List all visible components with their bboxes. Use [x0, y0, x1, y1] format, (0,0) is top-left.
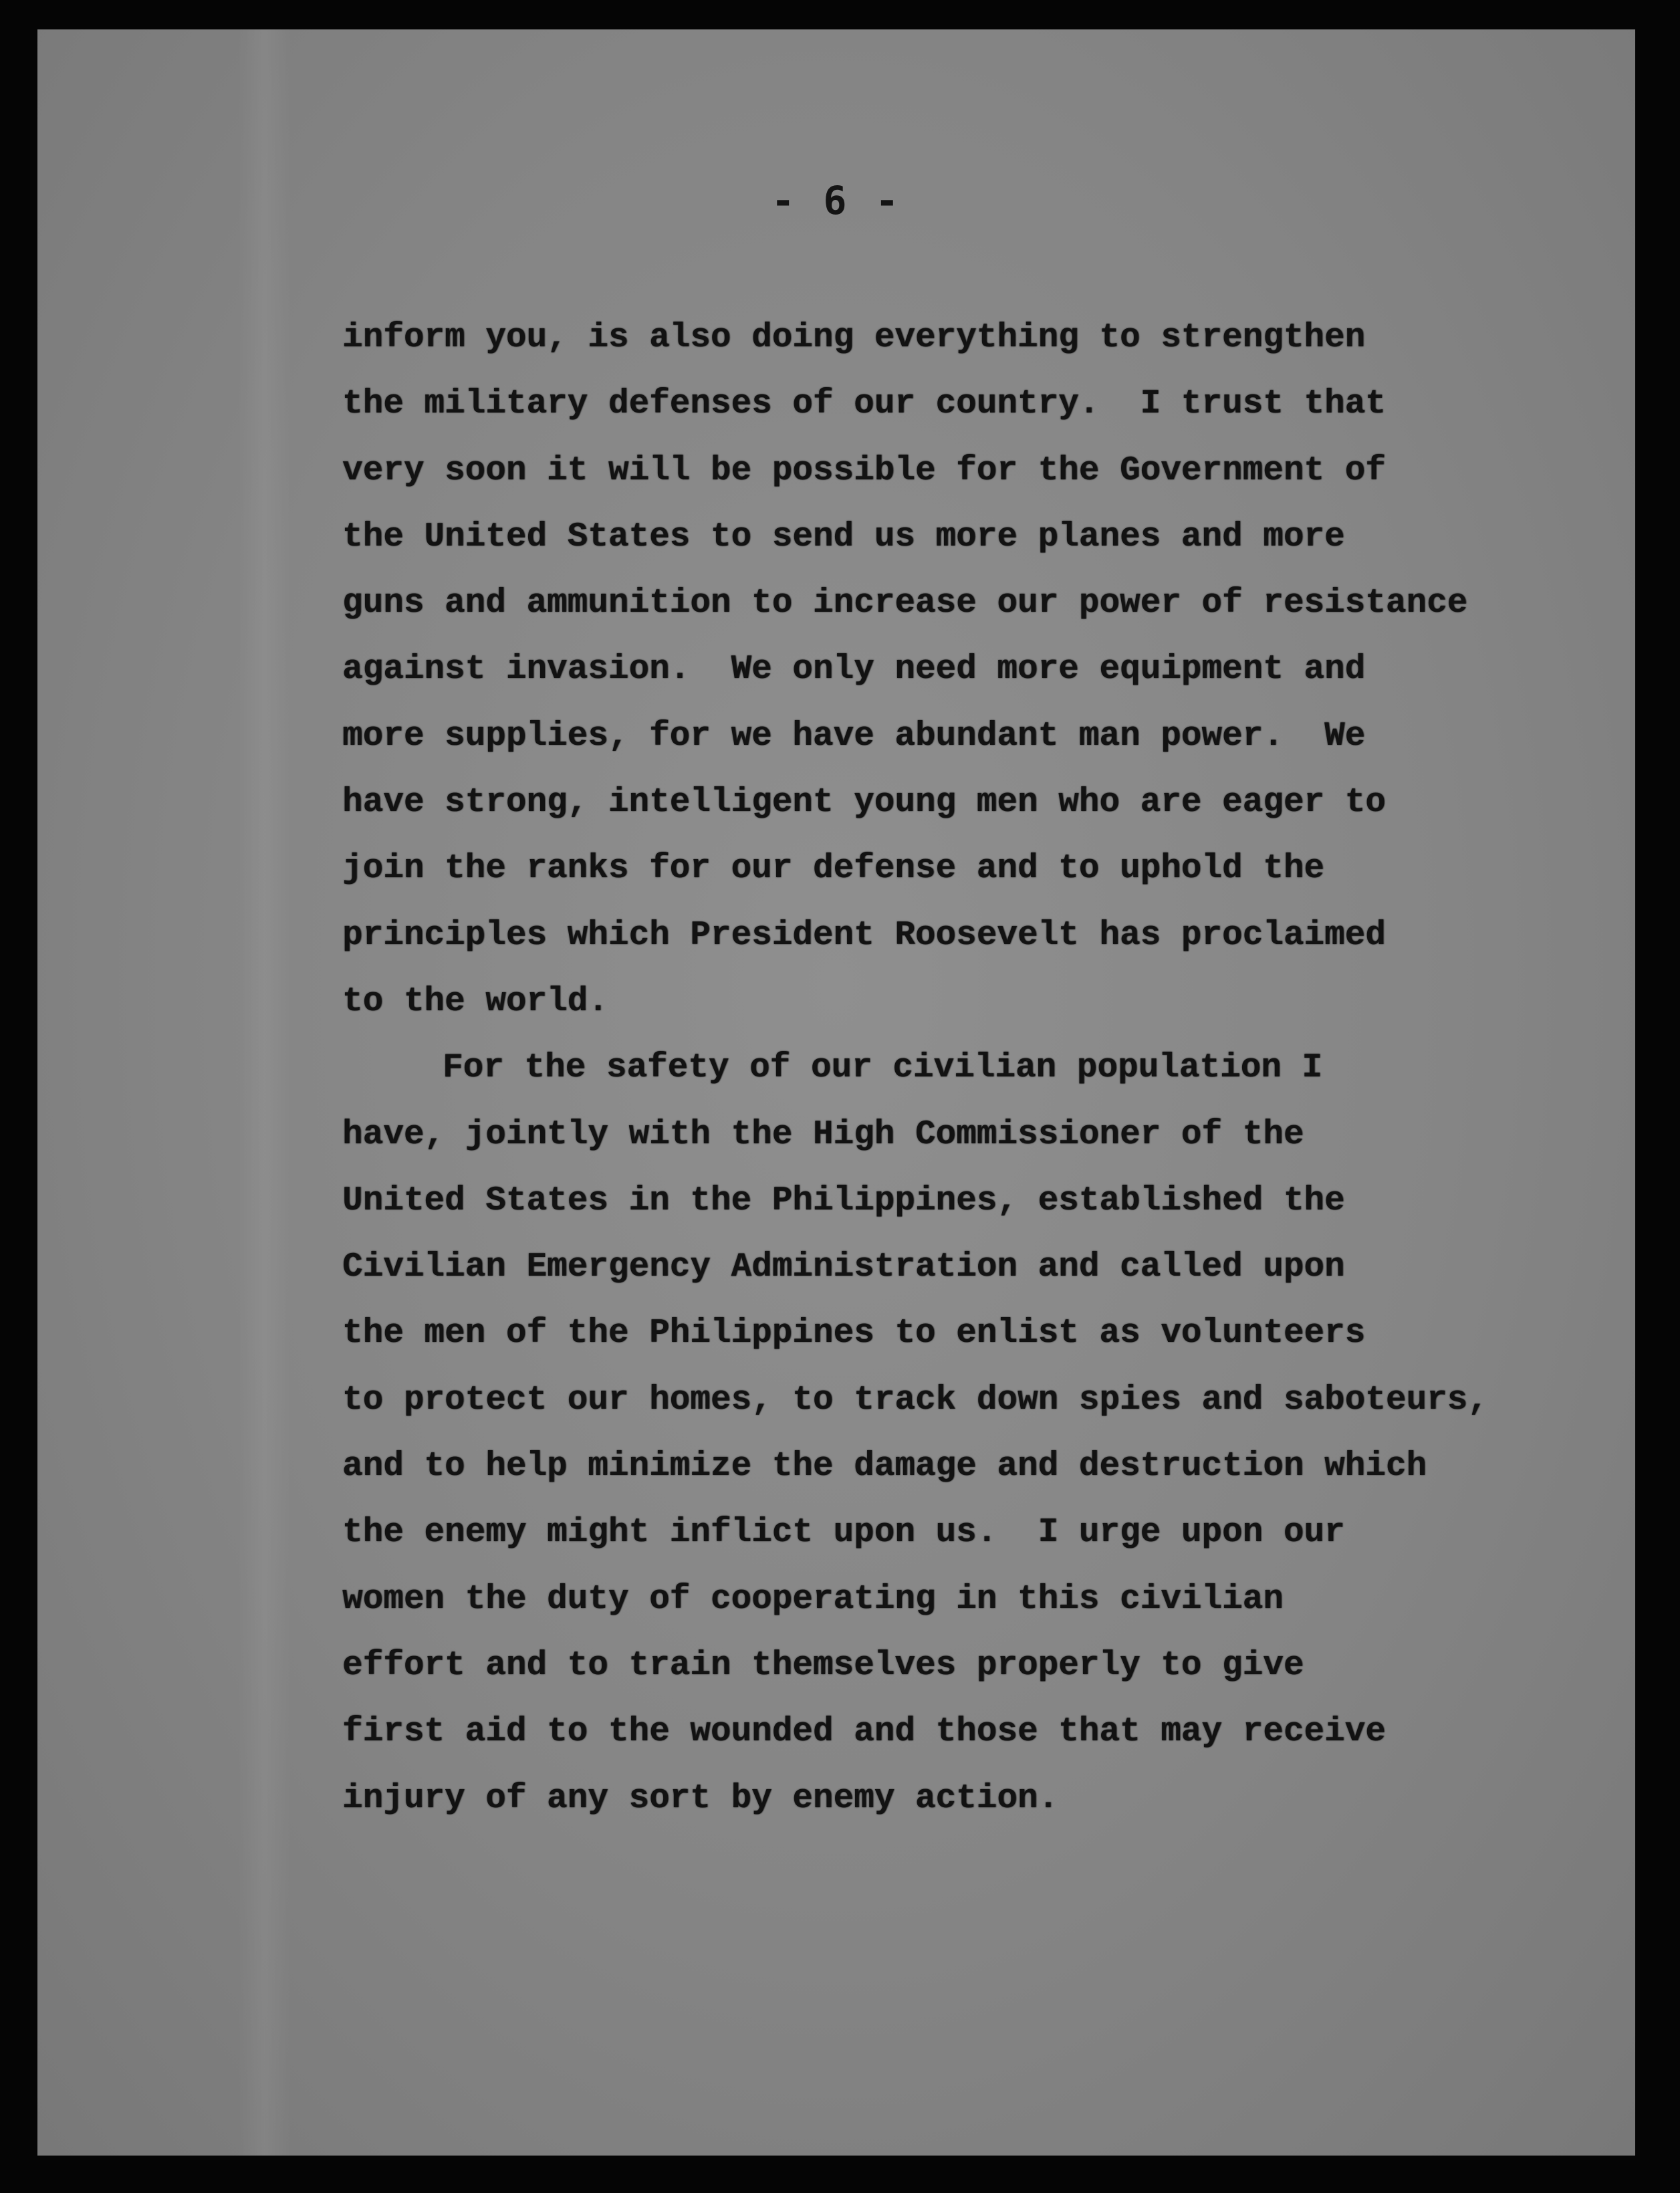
- body-text: [342, 305, 1546, 1832]
- text-line: have strong, intelligent young men who are eager to: [342, 784, 1386, 822]
- text-line: United States in the Philippines, established the: [342, 1181, 1345, 1220]
- text-line: Civilian Emergency Administration and called upon: [342, 1248, 1345, 1287]
- text-line: inform you, is also doing everything to strengthen: [342, 319, 1366, 357]
- page-number: - 6 -: [771, 178, 902, 223]
- text-line: more supplies, for we have abundant man power. We: [342, 717, 1366, 756]
- text-line: principles which President Roosevelt has proclaimed: [342, 916, 1386, 955]
- text-line: injury of any sort by enemy action.: [342, 1779, 1059, 1818]
- text-line: first aid to the wounded and those that may receive: [342, 1713, 1386, 1752]
- text-line: the United States to send us more planes and more: [342, 517, 1345, 556]
- paragraph-1: [342, 305, 1546, 1035]
- scan-artifact: [238, 29, 291, 2156]
- text-line: effort and to train themselves properly to give: [342, 1646, 1304, 1685]
- text-line: the enemy might inflict upon us. I urge upon our: [342, 1514, 1345, 1552]
- text-line: For the safety of our civilian population I: [443, 1049, 1323, 1088]
- document-page: [37, 29, 1635, 2156]
- text-line: guns and ammunition to increase our power of resistance: [342, 584, 1468, 623]
- text-line: the military defenses of our country. I trust that: [342, 385, 1386, 424]
- text-line: join the ranks for our defense and to uphold the: [342, 850, 1325, 889]
- text-line: to the world.: [342, 982, 608, 1021]
- paragraph-2: [342, 1035, 1546, 1832]
- text-line: very soon it will be possible for the Government of: [342, 451, 1386, 490]
- text-line: the men of the Philippines to enlist as volunteers: [342, 1314, 1366, 1353]
- text-line: and to help minimize the damage and destruction which: [342, 1448, 1427, 1486]
- text-line: against invasion. We only need more equipment and: [342, 651, 1366, 689]
- text-line: women the duty of cooperating in this civilian: [342, 1580, 1284, 1619]
- text-line: to protect our homes, to track down spies and saboteurs,: [342, 1381, 1488, 1419]
- text-line: have, jointly with the High Commissioner of the: [342, 1115, 1304, 1154]
